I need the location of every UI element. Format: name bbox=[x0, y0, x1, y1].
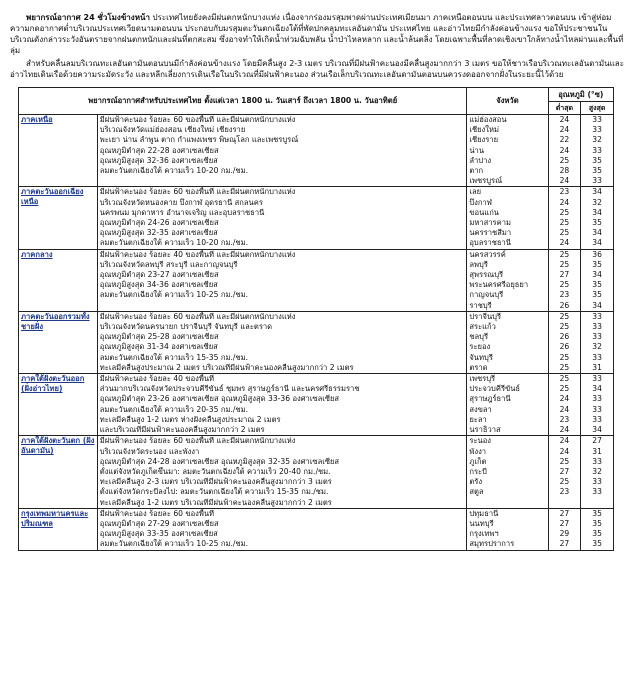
header-temperature: อุณหภูมิ (°ซ) bbox=[548, 88, 613, 102]
description-line: ทะเลมีคลื่นสูง 1-2 เมตร ห่างฝั่งคลื่นสูงประมาณ 2 เมตร bbox=[99, 414, 281, 424]
region-description bbox=[97, 311, 467, 373]
max-temp: 35 bbox=[592, 518, 602, 528]
min-temp: 25 bbox=[559, 311, 570, 321]
region-description bbox=[97, 374, 467, 436]
min-temp: 24 bbox=[559, 115, 570, 124]
max-temp: 34 bbox=[592, 207, 602, 217]
description-line: อุณหภูมิสูงสุด 32-35 องศาเซลเซียส bbox=[99, 228, 218, 238]
province-name: เชียงราย bbox=[469, 135, 499, 145]
region-row bbox=[19, 436, 614, 508]
max-temp: 34 bbox=[592, 384, 602, 394]
min-temp-cell bbox=[548, 311, 581, 373]
max-temp: 33 bbox=[592, 456, 602, 466]
intro-paragraph-2: สำหรับคลื่นลมบริเวณทะเลอันดามันตอนบนมีกำลังค่อนข้างแรง โดยมีคลื่นสูง 2-3 เมตร บริเวณที่มีฝนฟ้าคะนองมีคลื่นสูงมากกว่า 3 เมตร ขอให้ชาวเรือบริเวณทะเลอันดามันและอ่าวไทยเดินเรือด้วยความระมัดระวัง และหลีกเลี่ยงการเดินเรือในบริเวณที่มีฝนฟ้าคะนอง ส่วนเรือเล็กบริเวณทะเลอันดามันตอนบนควรงดออกจากฝั่งในระยะนี้ไว้ด้วย bbox=[10, 59, 624, 79]
description-line: อุณหภูมิต่ำสุด 24-26 องศาเซลเซียส bbox=[99, 218, 219, 228]
description-line: บริเวณจังหวัดลพบุรี สระบุรี และกาญจนบุรี bbox=[99, 259, 238, 269]
max-temp: 35 bbox=[592, 218, 602, 228]
min-temp-cell bbox=[548, 187, 581, 249]
min-temp-cell bbox=[548, 115, 581, 187]
province-name-cell bbox=[467, 508, 548, 550]
max-temp-cell bbox=[581, 436, 614, 508]
region-description bbox=[97, 187, 467, 249]
description-line: ลมตะวันตกเฉียงใต้ ความเร็ว 10-20 กม./ชม. bbox=[99, 238, 248, 248]
description-line: มีฝนฟ้าคะนอง ร้อยละ 40 ของพื้นที่ bbox=[99, 374, 215, 384]
province-name: ขอนแก่น bbox=[469, 207, 499, 217]
province-name-cell bbox=[467, 187, 548, 249]
max-temp: 33 bbox=[592, 322, 602, 332]
min-temp: 23 bbox=[559, 290, 570, 300]
min-temp: 24 bbox=[559, 145, 570, 155]
province-name: เลย bbox=[469, 187, 482, 197]
province-name: ยะลา bbox=[469, 414, 487, 424]
province-name: อุบลราชธานี bbox=[469, 238, 511, 248]
province-name: บึงกาฬ bbox=[469, 197, 492, 207]
max-temp: 35 bbox=[592, 280, 602, 290]
description-line: บริเวณจังหวัดแม่ฮ่องสอน เชียงใหม่ เชียงราย bbox=[99, 125, 246, 135]
min-temp-cell bbox=[548, 249, 581, 311]
max-temp: 33 bbox=[592, 352, 602, 362]
min-temp: 23 bbox=[559, 187, 570, 197]
min-temp: 25 bbox=[559, 352, 570, 362]
max-temp: 33 bbox=[592, 332, 602, 342]
max-temp: 33 bbox=[592, 125, 602, 135]
description-line: บริเวณจังหวัดระนอง และพังงา bbox=[99, 446, 200, 456]
description-line: บริเวณจังหวัดนครนายก ปราจีนบุรี จันทบุรี และตราด bbox=[99, 322, 273, 332]
max-temp-cell bbox=[581, 311, 614, 373]
region-row bbox=[19, 249, 614, 311]
province-name: นครสวรรค์ bbox=[469, 249, 506, 259]
max-temp-cell bbox=[581, 374, 614, 436]
max-temp: 32 bbox=[592, 197, 602, 207]
min-temp: 26 bbox=[559, 300, 570, 310]
header-description: พยากรณ์อากาศสำหรับประเทศไทย ตั้งแต่เวลา 1800 น. วันเสาร์ ถึงเวลา 1800 น. วันอาทิตย์ bbox=[19, 88, 467, 115]
description-line: อุณหภูมิต่ำสุด 24-28 องศาเซลเซียส อุณหภูมิสูงสุด 32-35 องศาเซลเซียส bbox=[99, 456, 340, 466]
region-name: ภาคตะวันออกรวมทั้งชายฝั่ง bbox=[19, 311, 98, 373]
province-name: นราธิวาส bbox=[469, 425, 501, 435]
max-temp: 34 bbox=[592, 228, 602, 238]
min-temp: 28 bbox=[559, 166, 570, 176]
description-line: ส่วนมากบริเวณจังหวัดประจวบคีรีขันธ์ ชุมพร สุราษฎร์ธานี และนครศรีธรรมราช bbox=[99, 384, 360, 394]
province-name-cell bbox=[467, 311, 548, 373]
max-temp: 33 bbox=[592, 394, 602, 404]
min-temp: 25 bbox=[559, 207, 570, 217]
intro-text-1: ประเทศไทยยังคงมีฝนตกหนักบางแห่ง เนื่องจากร่องมรสุมพาดผ่านประเทศเมียนมา ภาคเหนือตอนบน และประเทศลาวตอนบน เข้าสู่ห่อมความกดอากาศต่ำบริเวณประเทศเวียดนามตอนบน ประกอบกับมรสุมตะวันตกเฉียงใต้ที่พัดปกคลุมทะเลอันดามัน ประเทศไทย และอ่าวไทยมีกำลังค่อนข้างแรง ขอให้ประชาชนในบริเวณดังกล่าวระวังอันตรายจากฝนตกหนักและฝนที่ตกสะสม ซึ่งอาจทำให้เกิดน้ำท่วมฉับพลัน น้ำป่าไหลหลาก และน้ำล้นตลิ่ง โดยเฉพาะพื้นที่ลาดเชิงเขาใกล้ทางน้ำไหลผ่านและพื้นที่ลุ่ม bbox=[10, 13, 624, 55]
region-row bbox=[19, 115, 614, 187]
description-line: มีฝนฟ้าคะนอง ร้อยละ 60 ของพื้นที่ และมีฝนตกหนักบางแห่ง bbox=[99, 115, 296, 124]
min-temp: 27 bbox=[559, 508, 570, 518]
province-name: ปทุมธานี bbox=[469, 508, 499, 518]
province-name: ลพบุรี bbox=[469, 259, 488, 269]
description-line: อุณหภูมิต่ำสุด 23-26 องศาเซลเซียส อุณหภูมิสูงสุด 33-36 องศาเซลเซียส bbox=[99, 394, 340, 404]
description-line: ทะเลมีคลื่นสูง 1-2 เมตร บริเวณที่มีฝนฟ้าคะนองคลื่นสูงมากกว่า 2 เมตร bbox=[99, 497, 332, 507]
intro-heading: พยากรณ์อากาศ 24 ชั่วโมงข้างหน้า bbox=[26, 13, 150, 22]
description-line: อุณหภูมิสูงสุด 31-34 องศาเซลเซียส bbox=[99, 342, 218, 352]
description-line: พะเยา น่าน ลำพูน ตาก กำแพงเพชร พิษณุโลก และเพชรบูรณ์ bbox=[99, 135, 299, 145]
max-temp: 35 bbox=[592, 529, 602, 539]
description-line: และบริเวณที่มีฝนฟ้าคะนองคลื่นสูงมากกว่า 2 เมตร bbox=[99, 425, 265, 435]
max-temp: 34 bbox=[592, 300, 602, 310]
min-temp: 24 bbox=[559, 436, 570, 446]
province-name: ราชบุรี bbox=[469, 300, 492, 310]
province-name: เพชรบูรณ์ bbox=[469, 176, 503, 186]
description-line: มีฝนฟ้าคะนอง ร้อยละ 60 ของพื้นที่ และมีฝนตกหนักบางแห่ง bbox=[99, 436, 296, 446]
min-temp-cell bbox=[548, 508, 581, 550]
province-name: ลำปาง bbox=[469, 155, 492, 165]
max-temp: 33 bbox=[592, 311, 602, 321]
province-name: นนทบุรี bbox=[469, 518, 494, 528]
max-temp: 34 bbox=[592, 187, 602, 197]
province-name: พังงา bbox=[469, 446, 487, 456]
header-province: จังหวัด bbox=[467, 88, 548, 115]
max-temp-cell bbox=[581, 187, 614, 249]
province-name: พระนครศรีอยุธยา bbox=[469, 280, 529, 290]
min-temp: 25 bbox=[559, 155, 570, 165]
region-name: ภาคตะวันออกเฉียงเหนือ bbox=[19, 187, 98, 249]
province-name: ระยอง bbox=[469, 342, 491, 352]
min-temp: 24 bbox=[559, 176, 570, 186]
province-name: ตราด bbox=[469, 362, 488, 372]
min-temp: 23 bbox=[559, 414, 570, 424]
max-temp: 35 bbox=[592, 166, 602, 176]
max-temp: 35 bbox=[592, 259, 602, 269]
description-line: ทะเลมีคลื่นสูงประมาณ 2 เมตร บริเวณที่มีฝนฟ้าคะนองคลื่นสูงมากกว่า 2 เมตร bbox=[99, 362, 354, 372]
min-temp: 25 bbox=[559, 374, 570, 384]
max-temp: 33 bbox=[592, 145, 602, 155]
description-line: อุณหภูมิต่ำสุด 25-28 องศาเซลเซียส bbox=[99, 332, 219, 342]
region-description bbox=[97, 249, 467, 311]
min-temp: 29 bbox=[559, 529, 570, 539]
description-line: อุณหภูมิสูงสุด 34-36 องศาเซลเซียส bbox=[99, 280, 218, 290]
description-line: อุณหภูมิสูงสุด 32-36 องศาเซลเซียส bbox=[99, 155, 218, 165]
province-name: ภูเก็ต bbox=[469, 456, 487, 466]
region-row bbox=[19, 508, 614, 550]
max-temp-cell bbox=[581, 115, 614, 187]
province-name: ปราจีนบุรี bbox=[469, 311, 502, 321]
province-name: แม่ฮ่องสอน bbox=[469, 115, 507, 124]
max-temp: 32 bbox=[592, 342, 602, 352]
region-row bbox=[19, 187, 614, 249]
province-name: ตาก bbox=[469, 166, 484, 176]
min-temp-cell bbox=[548, 436, 581, 508]
province-name: นครราชสีมา bbox=[469, 228, 512, 238]
province-name-cell bbox=[467, 115, 548, 187]
description-line: บริเวณจังหวัดหนองคาย บึงกาฬ อุดรธานี สกลนคร bbox=[99, 197, 263, 207]
min-temp: 25 bbox=[559, 477, 570, 487]
min-temp: 25 bbox=[559, 280, 570, 290]
max-temp: 33 bbox=[592, 115, 602, 124]
description-line: นครพนม มุกดาหาร อำนาจเจริญ และอุบลราชธานี bbox=[99, 207, 265, 217]
min-temp: 22 bbox=[559, 135, 570, 145]
province-name: มหาสารคาม bbox=[469, 218, 511, 228]
min-temp: 27 bbox=[559, 466, 570, 476]
region-name: กรุงเทพมหานครและปริมณฑล bbox=[19, 508, 98, 550]
region-name: ภาคกลาง bbox=[19, 249, 98, 311]
min-temp: 25 bbox=[559, 322, 570, 332]
max-temp: 34 bbox=[592, 425, 602, 435]
min-temp: 24 bbox=[559, 394, 570, 404]
max-temp: 31 bbox=[592, 446, 602, 456]
max-temp: 33 bbox=[592, 404, 602, 414]
min-temp: 25 bbox=[559, 228, 570, 238]
description-line: ลมตะวันตกเฉียงใต้ ความเร็ว 10-25 กม./ชม. bbox=[99, 539, 248, 549]
max-temp: 33 bbox=[592, 487, 602, 497]
min-temp: 25 bbox=[559, 218, 570, 228]
description-line: มีฝนฟ้าคะนอง ร้อยละ 40 ของพื้นที่ และมีฝนตกหนักบางแห่ง bbox=[99, 249, 296, 259]
region-name: ภาคใต้ฝั่งตะวันตก (ฝั่งอันดามัน) bbox=[19, 436, 98, 508]
min-temp: 26 bbox=[559, 332, 570, 342]
province-name: เพชรบุรี bbox=[469, 374, 496, 384]
max-temp: 32 bbox=[592, 135, 602, 145]
max-temp-cell bbox=[581, 508, 614, 550]
description-line: อุณหภูมิสูงสุด 33-35 องศาเซลเซียส bbox=[99, 529, 218, 539]
min-temp: 24 bbox=[559, 446, 570, 456]
min-temp: 27 bbox=[559, 539, 570, 549]
max-temp-cell bbox=[581, 249, 614, 311]
min-temp: 24 bbox=[559, 238, 570, 248]
description-line: มีฝนฟ้าคะนอง ร้อยละ 60 ของพื้นที่ bbox=[99, 508, 215, 518]
min-temp: 25 bbox=[559, 249, 570, 259]
description-line: อุณหภูมิต่ำสุด 23-27 องศาเซลเซียส bbox=[99, 270, 219, 280]
forecast-intro bbox=[10, 12, 624, 80]
province-name: สมุทรปราการ bbox=[469, 539, 515, 549]
description-line: ลมตะวันตกเฉียงใต้ ความเร็ว 20-35 กม./ชม. bbox=[99, 404, 248, 414]
description-line: ลมตะวันตกเฉียงใต้ ความเร็ว 10-25 กม./ชม. bbox=[99, 290, 248, 300]
province-name: จันทบุรี bbox=[469, 352, 493, 362]
province-name: น่าน bbox=[469, 145, 485, 155]
min-temp: 24 bbox=[559, 404, 570, 414]
min-temp: 25 bbox=[559, 362, 570, 372]
min-temp: 24 bbox=[559, 197, 570, 207]
max-temp: 35 bbox=[592, 508, 602, 518]
max-temp: 33 bbox=[592, 477, 602, 487]
max-temp: 32 bbox=[592, 466, 602, 476]
province-name: กรุงเทพฯ bbox=[469, 529, 499, 539]
description-line: มีฝนฟ้าคะนอง ร้อยละ 60 ของพื้นที่ และมีฝนตกหนักบางแห่ง bbox=[99, 187, 296, 197]
min-temp: 24 bbox=[559, 125, 570, 135]
region-description bbox=[97, 508, 467, 550]
min-temp: 25 bbox=[559, 384, 570, 394]
description-line: ลมตะวันตกเฉียงใต้ ความเร็ว 10-20 กม./ชม. bbox=[99, 166, 248, 176]
max-temp: 35 bbox=[592, 155, 602, 165]
min-temp: 23 bbox=[559, 487, 570, 497]
province-name: สุพรรณบุรี bbox=[469, 270, 504, 280]
province-name: สตูล bbox=[469, 487, 484, 497]
province-name: สงขลา bbox=[469, 404, 492, 414]
max-temp: 27 bbox=[592, 436, 602, 446]
forecast-table-body bbox=[19, 115, 614, 551]
region-name: ภาคเหนือ bbox=[19, 115, 98, 187]
province-name-cell bbox=[467, 436, 548, 508]
max-temp: 35 bbox=[592, 539, 602, 549]
max-temp: 36 bbox=[592, 249, 602, 259]
description-line: ตั้งแต่จังหวัดภูเก็ตขึ้นมา: ลมตะวันตกเฉียงใต้ ความเร็ว 20-40 กม./ชม. bbox=[99, 466, 331, 476]
max-temp: 33 bbox=[592, 374, 602, 384]
province-name: ประจวบคีรีขันธ์ bbox=[469, 384, 521, 394]
province-name: สระแก้ว bbox=[469, 322, 496, 332]
min-temp: 27 bbox=[559, 518, 570, 528]
province-name-cell bbox=[467, 374, 548, 436]
max-temp: 31 bbox=[592, 362, 602, 372]
province-name: กาญจนบุรี bbox=[469, 290, 504, 300]
min-temp: 24 bbox=[559, 425, 570, 435]
max-temp: 33 bbox=[592, 176, 602, 186]
province-name: ระนอง bbox=[469, 436, 491, 446]
region-row bbox=[19, 374, 614, 436]
region-description bbox=[97, 115, 467, 187]
min-temp: 25 bbox=[559, 456, 570, 466]
province-name: สุราษฎร์ธานี bbox=[469, 394, 511, 404]
description-line: อุณหภูมิต่ำสุด 27-29 องศาเซลเซียส bbox=[99, 518, 219, 528]
region-name: ภาคใต้ฝั่งตะวันออก (ฝั่งอ่าวไทย) bbox=[19, 374, 98, 436]
intro-paragraph-1 bbox=[10, 12, 624, 56]
max-temp: 35 bbox=[592, 290, 602, 300]
header-min: ต่ำสุด bbox=[548, 102, 581, 115]
region-row bbox=[19, 311, 614, 373]
description-line: มีฝนฟ้าคะนอง ร้อยละ 60 ของพื้นที่ และมีฝนตกหนักบางแห่ง bbox=[99, 311, 296, 321]
description-line: ลมตะวันตกเฉียงใต้ ความเร็ว 15-35 กม./ชม. bbox=[99, 352, 248, 362]
min-temp-cell bbox=[548, 374, 581, 436]
description-line: อุณหภูมิต่ำสุด 22-28 องศาเซลเซียส bbox=[99, 145, 219, 155]
region-description bbox=[97, 436, 467, 508]
max-temp: 34 bbox=[592, 270, 602, 280]
province-name: เชียงใหม่ bbox=[469, 125, 499, 135]
min-temp: 26 bbox=[559, 342, 570, 352]
description-line: ตั้งแต่จังหวัดกระบี่ลงไป: ลมตะวันตกเฉียงใต้ ความเร็ว 15-35 กม./ชม. bbox=[99, 487, 329, 497]
min-temp: 27 bbox=[559, 270, 570, 280]
province-name-cell bbox=[467, 249, 548, 311]
min-temp: 25 bbox=[559, 259, 570, 269]
province-name: กระบี่ bbox=[469, 466, 487, 476]
max-temp: 34 bbox=[592, 238, 602, 248]
description-line: ทะเลมีคลื่นสูง 2-3 เมตร บริเวณที่มีฝนฟ้าคะนองคลื่นสูงมากกว่า 3 เมตร bbox=[99, 477, 332, 487]
province-name: ตรัง bbox=[469, 477, 483, 487]
forecast-table bbox=[18, 87, 614, 551]
province-name: ชลบุรี bbox=[469, 332, 489, 342]
max-temp: 33 bbox=[592, 414, 602, 424]
header-max: สูงสุด bbox=[581, 102, 614, 115]
